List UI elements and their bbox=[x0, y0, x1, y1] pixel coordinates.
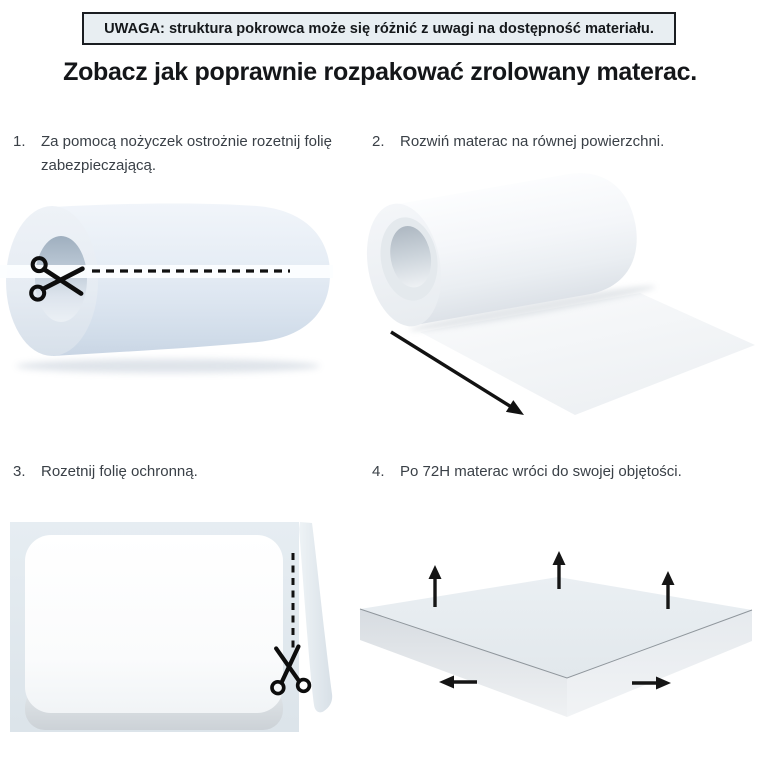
step-text: Za pomocą nożyczek ostrożnie rozetnij folię zabezpieczającą. bbox=[41, 133, 332, 174]
step-text: Rozetnij folię ochronną. bbox=[41, 463, 198, 480]
notice-banner bbox=[82, 12, 676, 45]
step-item-1 bbox=[13, 130, 335, 178]
step-text: Po 72H materac wróci do swojej objętości. bbox=[400, 463, 682, 480]
page-title: Zobacz jak poprawnie rozpakować zrolowany materac. bbox=[63, 58, 697, 86]
step1-illustration-rolled-mattress bbox=[0, 194, 340, 380]
step-item-3 bbox=[13, 460, 335, 484]
step-number: 1. bbox=[13, 133, 26, 150]
step-item-4 bbox=[372, 460, 758, 484]
step-item-2 bbox=[372, 130, 754, 154]
step-number: 3. bbox=[13, 463, 26, 480]
step-number: 4. bbox=[372, 463, 385, 480]
roll-shadow bbox=[16, 359, 320, 373]
step-number: 2. bbox=[372, 133, 385, 150]
step2-illustration-unrolling-mattress bbox=[358, 159, 760, 425]
step3-illustration-mattress-in-foil bbox=[3, 517, 348, 760]
notice-text: UWAGA: struktura pokrowca może się różnić z uwagi na dostępność materiału. bbox=[104, 20, 654, 37]
mattress bbox=[25, 535, 283, 713]
step-text: Rozwiń materac na równej powierzchni. bbox=[400, 133, 665, 150]
foil-flap bbox=[299, 522, 332, 712]
step4-illustration-expanding-mattress bbox=[358, 536, 758, 760]
